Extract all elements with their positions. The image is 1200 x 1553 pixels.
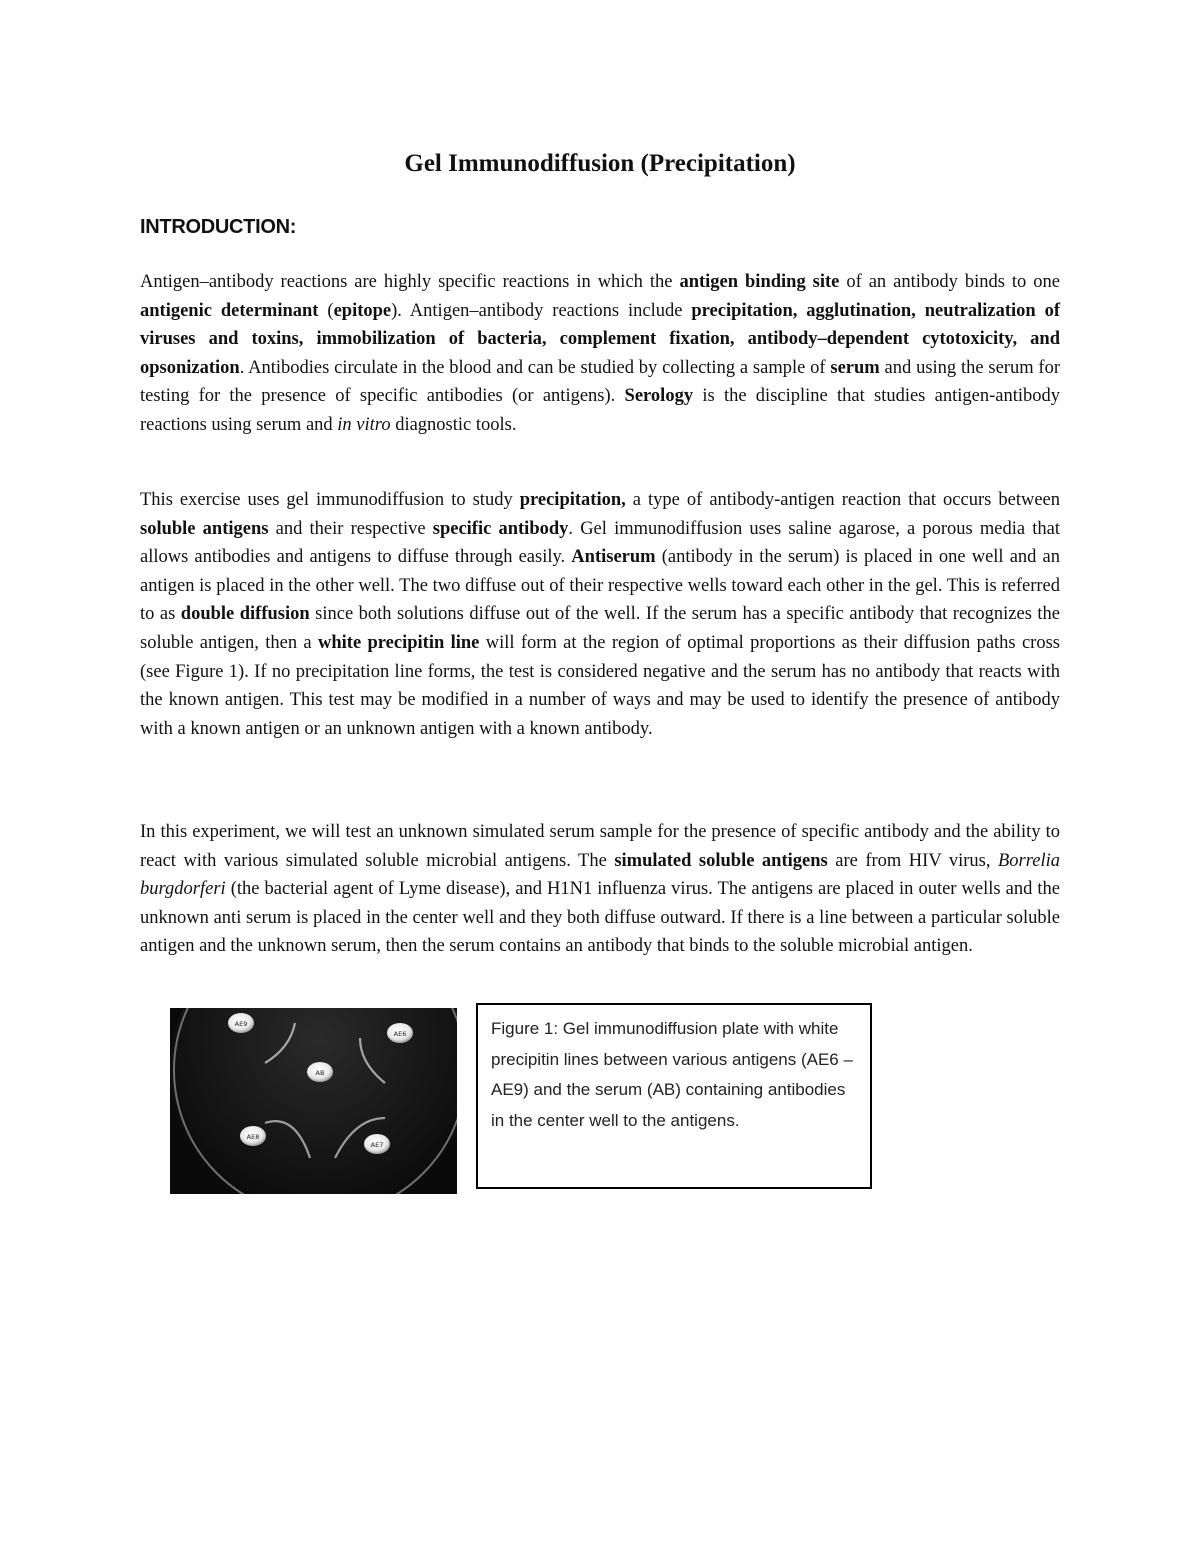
text-run: ). Antigen–antibody reactions include — [391, 300, 692, 321]
italic-term: in vitro — [337, 414, 391, 435]
bold-term: antigenic determinant — [140, 300, 319, 321]
bold-term: white precipitin line — [318, 632, 480, 653]
well-ae7 — [364, 1134, 390, 1154]
text-run: This exercise uses gel immunodiffusion to study — [140, 490, 520, 510]
text-run: of an antibody binds to one — [839, 272, 1060, 292]
bold-term: precipitation, — [519, 490, 626, 510]
bold-term: simulated soluble antigens — [614, 850, 828, 871]
bold-term: epitope — [333, 300, 392, 321]
text-run: and using the serum for testing for the presence of specific antibodies (or antigens). — [140, 357, 1061, 407]
well-ae8 — [240, 1126, 266, 1146]
text-run: ( — [318, 300, 334, 321]
agarose-gel — [170, 1008, 457, 1194]
bold-term: antigen binding site — [679, 272, 840, 292]
well-ae9 — [228, 1013, 254, 1033]
bold-term: soluble antigens — [140, 518, 269, 539]
well-ae6 — [387, 1023, 413, 1043]
text-run: (the bacterial agent of Lyme disease), and H1N1 influenza virus. The antigens are placed in outer wells and the unknown anti serum is placed in the center well and they both diffuse outward. If there is a line between a particular soluble antigen and the unknown serum, then the serum contains an antibody that binds to the soluble microbial antigen. — [140, 879, 1060, 957]
paragraph-intro — [140, 268, 1060, 440]
gel-plate-image — [170, 1008, 457, 1194]
paragraph-method — [140, 486, 1060, 743]
bold-term: serum — [830, 357, 880, 378]
text-run: Antigen–antibody reactions are highly specific reactions in which the — [140, 272, 680, 292]
svg-text:AB: AB — [315, 1069, 325, 1077]
italic-term: Borrelia burgdorferi — [140, 850, 1060, 900]
text-run: and their respective — [268, 518, 433, 539]
gel-plate-photo — [170, 1008, 457, 1194]
page-title: Gel Immunodiffusion (Precipitation) — [404, 150, 796, 177]
text-run: is the discipline that studies antigen-antibody reactions using serum and — [140, 386, 1060, 435]
text-run: (antibody in the serum) is placed in one well and an antigen is placed in the other well. The two diffuse out of their respective wells toward each other in the gel. This is referred to as — [140, 547, 1060, 625]
text-run: . Antibodies circulate in the blood and can be studied by collecting a sample of — [239, 357, 831, 378]
text-run: . Gel immunodiffusion uses saline agarose, a porous media that allows antibodies and antigens to diffuse through easily. — [140, 518, 1061, 568]
svg-text:AE6: AE6 — [393, 1030, 407, 1038]
svg-text:AE9: AE9 — [234, 1020, 248, 1028]
svg-text:AE8: AE8 — [246, 1133, 260, 1141]
paragraph-experiment — [140, 818, 1060, 961]
text-run: a type of antibody-antigen reaction that occurs between — [625, 490, 1060, 510]
text-run: In this experiment, we will test an unknown simulated serum sample for the presence of specific antibody and the ability to react with various simulated soluble microbial antigens. The — [140, 822, 1060, 871]
bold-term: specific antibody — [432, 518, 569, 539]
text-run: will form at the region of optimal proportions as their diffusion paths cross (see Figure 1). If no precipitation line forms, the test is considered negative and the serum has no antibody that reacts with the known antigen. This test may be modified in a number of ways and may be used to identify the presence of antibody with a known antigen or an unknown antigen with a known antibody. — [140, 632, 1060, 739]
text-run: since both solutions diffuse out of the well. If the serum has a specific antibody that recognizes the soluble antigen, then a — [140, 604, 1060, 653]
bold-term: double diffusion — [180, 604, 310, 625]
text-run: diagnostic tools. — [390, 414, 517, 435]
bold-term: Serology — [624, 386, 694, 407]
bold-term: Antiserum — [571, 547, 656, 568]
section-heading: INTRODUCTION: — [140, 216, 297, 238]
text-run: are from HIV virus, — [827, 850, 998, 871]
figure-caption: Figure 1: Gel immunodiffusion plate with white precipitin lines between various antigens (AE6 – AE9) and the serum (AB) containing antibodies in the center well to the antigens. — [476, 1003, 872, 1189]
svg-text:AE7: AE7 — [370, 1141, 384, 1149]
bold-term: precipitation, agglutination, neutralization of viruses and toxins, immobilization of bacteria, complement fixation, antibody–dependent cytotoxicity, and opsonization — [140, 300, 1061, 378]
well-ab — [307, 1062, 333, 1082]
